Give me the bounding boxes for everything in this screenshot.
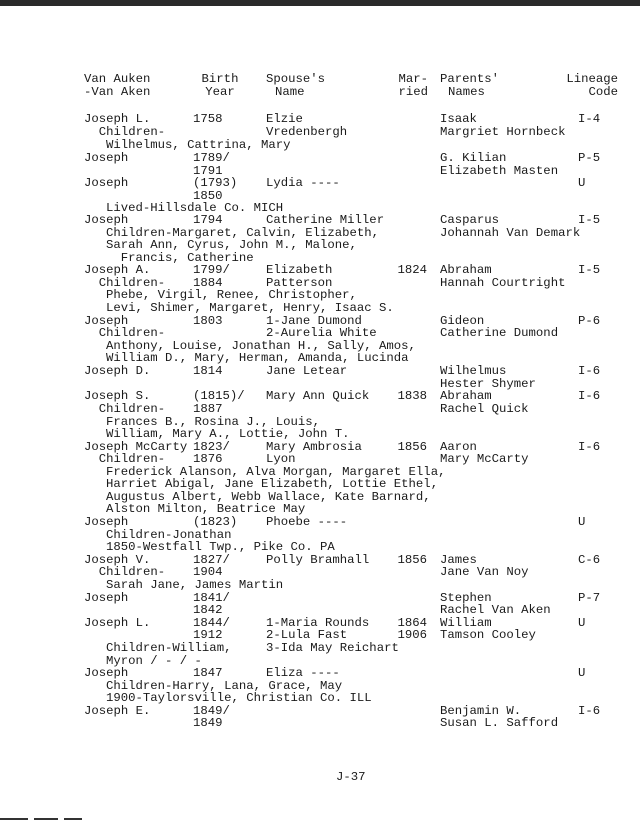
record-code-cell: U — [578, 666, 586, 680]
record-spouse-cell: Eliza ---- — [266, 666, 340, 680]
record-code-cell: I-6 — [578, 389, 601, 403]
record-parents-cell: Stephen — [440, 591, 492, 605]
record-spouse-cell: 1-Jane Dumond — [266, 314, 362, 328]
record-birth-cell: 1823/ — [193, 440, 230, 454]
record-continuation-line: Myron / - / - — [106, 654, 202, 668]
record-parents-cell: Catherine Dumond — [440, 326, 559, 340]
record-married-cell: 1856 — [397, 553, 427, 567]
record-continuation-line: Frances B., Rosina J., Louis, — [106, 415, 321, 429]
record-spouse-cell: 1-Maria Rounds — [266, 616, 370, 630]
record-spouse-cell: 2-Lula Fast — [266, 628, 348, 642]
record-birth-cell: 1827/ — [193, 553, 230, 567]
record-birth-cell: 1904 — [193, 565, 223, 579]
record-name-cell: Joseph — [84, 151, 129, 165]
record-parents-cell: Johannah Van Demark — [440, 226, 581, 240]
record-name-cell: Joseph L. — [84, 112, 151, 126]
record-continuation-line: Anthony, Louise, Jonathan H., Sally, Amos, — [106, 339, 416, 353]
record-spouse-cell: Phoebe ---- — [266, 515, 348, 529]
record-code-cell: U — [578, 176, 586, 190]
record-name-cell: Children- — [84, 402, 166, 416]
page-number: J-37 — [336, 770, 366, 784]
record-parents-cell: William — [440, 616, 492, 630]
record-parents-cell: Rachel Quick — [440, 402, 529, 416]
record-birth-cell: 1847 — [193, 666, 223, 680]
record-spouse-cell: Lyon — [266, 452, 296, 466]
record-parents-cell: Susan L. Safford — [440, 716, 559, 730]
record-spouse-cell: 3-Ida May Reichart — [266, 641, 399, 655]
record-married-cell: 1864 — [397, 616, 427, 630]
record-birth-cell: 1884 — [193, 276, 223, 290]
record-birth-cell: 1844/ — [193, 616, 230, 630]
header-married-line-1: Mar- — [398, 72, 428, 86]
record-birth-cell: 1814 — [193, 364, 223, 378]
record-parents-cell: Casparus — [440, 213, 500, 227]
record-continuation-line: Francis, Catherine — [106, 251, 254, 265]
record-continuation-line: William D., Mary, Herman, Amanda, Lucinda — [106, 351, 409, 365]
record-birth-cell: 1791 — [193, 164, 223, 178]
header-parents-line-1: Parents' — [440, 72, 500, 86]
record-birth-cell: 1799/ — [193, 263, 230, 277]
record-married-cell: 1824 — [397, 263, 427, 277]
record-continuation-line: Children-William, — [106, 641, 232, 655]
record-married-cell: 1838 — [397, 389, 427, 403]
record-parents-cell: Wilhelmus — [440, 364, 507, 378]
record-continuation-line: Frederick Alanson, Alva Morgan, Margaret Ella, — [106, 465, 446, 479]
record-parents-cell: Isaak — [440, 112, 477, 126]
record-code-cell: U — [578, 515, 586, 529]
header-lineage-line-1: Lineage — [566, 72, 618, 86]
record-code-cell: I-4 — [578, 112, 601, 126]
record-continuation-line: Children-Harry, Lana, Grace, May — [106, 679, 343, 693]
record-continuation-line: Phebe, Virgil, Renee, Christopher, — [106, 288, 357, 302]
record-spouse-cell: 2-Aurelia White — [266, 326, 377, 340]
record-continuation-line: Children-Margaret, Calvin, Elizabeth, — [106, 226, 380, 240]
header-birth-line-2: Year — [205, 85, 235, 99]
record-parents-cell: Margriet Hornbeck — [440, 125, 566, 139]
record-birth-cell: 1841/ — [193, 591, 230, 605]
record-name-cell: Joseph S. — [84, 389, 151, 403]
record-name-cell: Joseph E. — [84, 704, 151, 718]
record-parents-cell: Hester Shymer — [440, 377, 536, 391]
record-code-cell: C-6 — [578, 553, 601, 567]
record-parents-cell: Jane Van Noy — [440, 565, 529, 579]
header-birth-line-1: Birth — [201, 72, 239, 86]
header-name-line-2: -Van Aken — [84, 85, 151, 99]
record-parents-cell: G. Kilian — [440, 151, 507, 165]
record-continuation-line: 1900-Taylorsville, Christian Co. ILL — [106, 691, 372, 705]
record-spouse-cell: Lydia ---- — [266, 176, 340, 190]
record-code-cell: I-5 — [578, 263, 601, 277]
record-code-cell: I-6 — [578, 440, 601, 454]
record-birth-cell: (1823) — [193, 515, 238, 529]
record-name-cell: Joseph L. — [84, 616, 151, 630]
record-continuation-line: Levi, Shimer, Margaret, Henry, Isaac S. — [106, 301, 394, 315]
record-continuation-line: William, Mary A., Lottie, John T. — [106, 427, 350, 441]
record-parents-cell: Abraham — [440, 263, 492, 277]
record-parents-cell: Rachel Van Aken — [440, 603, 551, 617]
record-parents-cell: James — [440, 553, 477, 567]
record-parents-cell: Elizabeth Masten — [440, 164, 559, 178]
record-parents-cell: Benjamin W. — [440, 704, 522, 718]
record-parents-cell: Hannah Courtright — [440, 276, 566, 290]
record-birth-cell: (1815)/ — [193, 389, 245, 403]
record-spouse-cell: Catherine Miller — [266, 213, 385, 227]
record-name-cell: Joseph V. — [84, 553, 151, 567]
record-name-cell: Joseph A. — [84, 263, 151, 277]
header-married-line-2: ried — [398, 85, 428, 99]
record-continuation-line: Sarah Ann, Cyrus, John M., Malone, — [106, 238, 357, 252]
header-parents-line-2: Names — [448, 85, 485, 99]
bottom-scan-marks — [0, 818, 120, 822]
record-birth-cell: 1794 — [193, 213, 223, 227]
record-name-cell: Joseph — [84, 176, 129, 190]
record-parents-cell: Gideon — [440, 314, 485, 328]
record-continuation-line: Sarah Jane, James Martin — [106, 578, 284, 592]
record-spouse-cell: Elizabeth — [266, 263, 333, 277]
record-continuation-line: Harriet Abigal, Jane Elizabeth, Lottie Ethel, — [106, 477, 439, 491]
record-birth-cell: 1842 — [193, 603, 223, 617]
record-code-cell: P-7 — [578, 591, 601, 605]
record-name-cell: Joseph — [84, 666, 129, 680]
record-continuation-line: 1850-Westfall Twp., Pike Co. PA — [106, 540, 335, 554]
record-spouse-cell: Polly Bramhall — [266, 553, 370, 567]
record-birth-cell: (1793) — [193, 176, 238, 190]
record-name-cell: Children- — [84, 565, 166, 579]
record-birth-cell: 1758 — [193, 112, 223, 126]
record-continuation-line: Augustus Albert, Webb Wallace, Kate Barnard, — [106, 490, 431, 504]
record-birth-cell: 1789/ — [193, 151, 230, 165]
record-name-cell: Joseph D. — [84, 364, 151, 378]
record-spouse-cell: Mary Ambrosia — [266, 440, 362, 454]
record-married-cell: 1906 — [397, 628, 427, 642]
record-code-cell: P-5 — [578, 151, 601, 165]
record-birth-cell: 1849 — [193, 716, 223, 730]
record-continuation-line: Lived-Hillsdale Co. MICH — [106, 201, 284, 215]
header-lineage-line-2: Code — [588, 85, 618, 99]
record-name-cell: Children- — [84, 276, 166, 290]
record-code-cell: P-6 — [578, 314, 601, 328]
record-name-cell: Children- — [84, 326, 166, 340]
record-married-cell: 1856 — [397, 440, 427, 454]
record-name-cell: Children- — [84, 452, 166, 466]
record-code-cell: I-5 — [578, 213, 601, 227]
record-spouse-cell: Patterson — [266, 276, 333, 290]
record-birth-cell: 1850 — [193, 189, 223, 203]
record-parents-cell: Mary McCarty — [440, 452, 529, 466]
record-spouse-cell: Vredenbergh — [266, 125, 348, 139]
record-name-cell: Joseph — [84, 213, 129, 227]
record-birth-cell: 1876 — [193, 452, 223, 466]
record-code-cell: I-6 — [578, 364, 601, 378]
record-parents-cell: Aaron — [440, 440, 477, 454]
record-spouse-cell: Elzie — [266, 112, 303, 126]
record-name-cell: Joseph — [84, 515, 129, 529]
record-code-cell: I-6 — [578, 704, 601, 718]
record-continuation-line: Wilhelmus, Cattrina, Mary — [106, 138, 291, 152]
record-continuation-line: Alston Milton, Beatrice May — [106, 502, 306, 516]
record-continuation-line: Children-Jonathan — [106, 528, 232, 542]
header-spouse-line-1: Spouse's — [266, 72, 326, 86]
record-code-cell: U — [578, 616, 586, 630]
record-birth-cell: 1887 — [193, 402, 223, 416]
record-parents-cell: Abraham — [440, 389, 492, 403]
record-spouse-cell: Jane Letear — [266, 364, 348, 378]
record-birth-cell: 1912 — [193, 628, 223, 642]
record-spouse-cell: Mary Ann Quick — [266, 389, 370, 403]
record-parents-cell: Tamson Cooley — [440, 628, 536, 642]
record-birth-cell: 1803 — [193, 314, 223, 328]
record-name-cell: Joseph — [84, 591, 129, 605]
header-spouse-line-2: Name — [275, 85, 305, 99]
record-birth-cell: 1849/ — [193, 704, 230, 718]
record-name-cell: Children- — [84, 125, 166, 139]
header-name-line-1: Van Auken — [84, 72, 151, 86]
record-name-cell: Joseph McCarty — [84, 440, 188, 454]
record-name-cell: Joseph — [84, 314, 129, 328]
